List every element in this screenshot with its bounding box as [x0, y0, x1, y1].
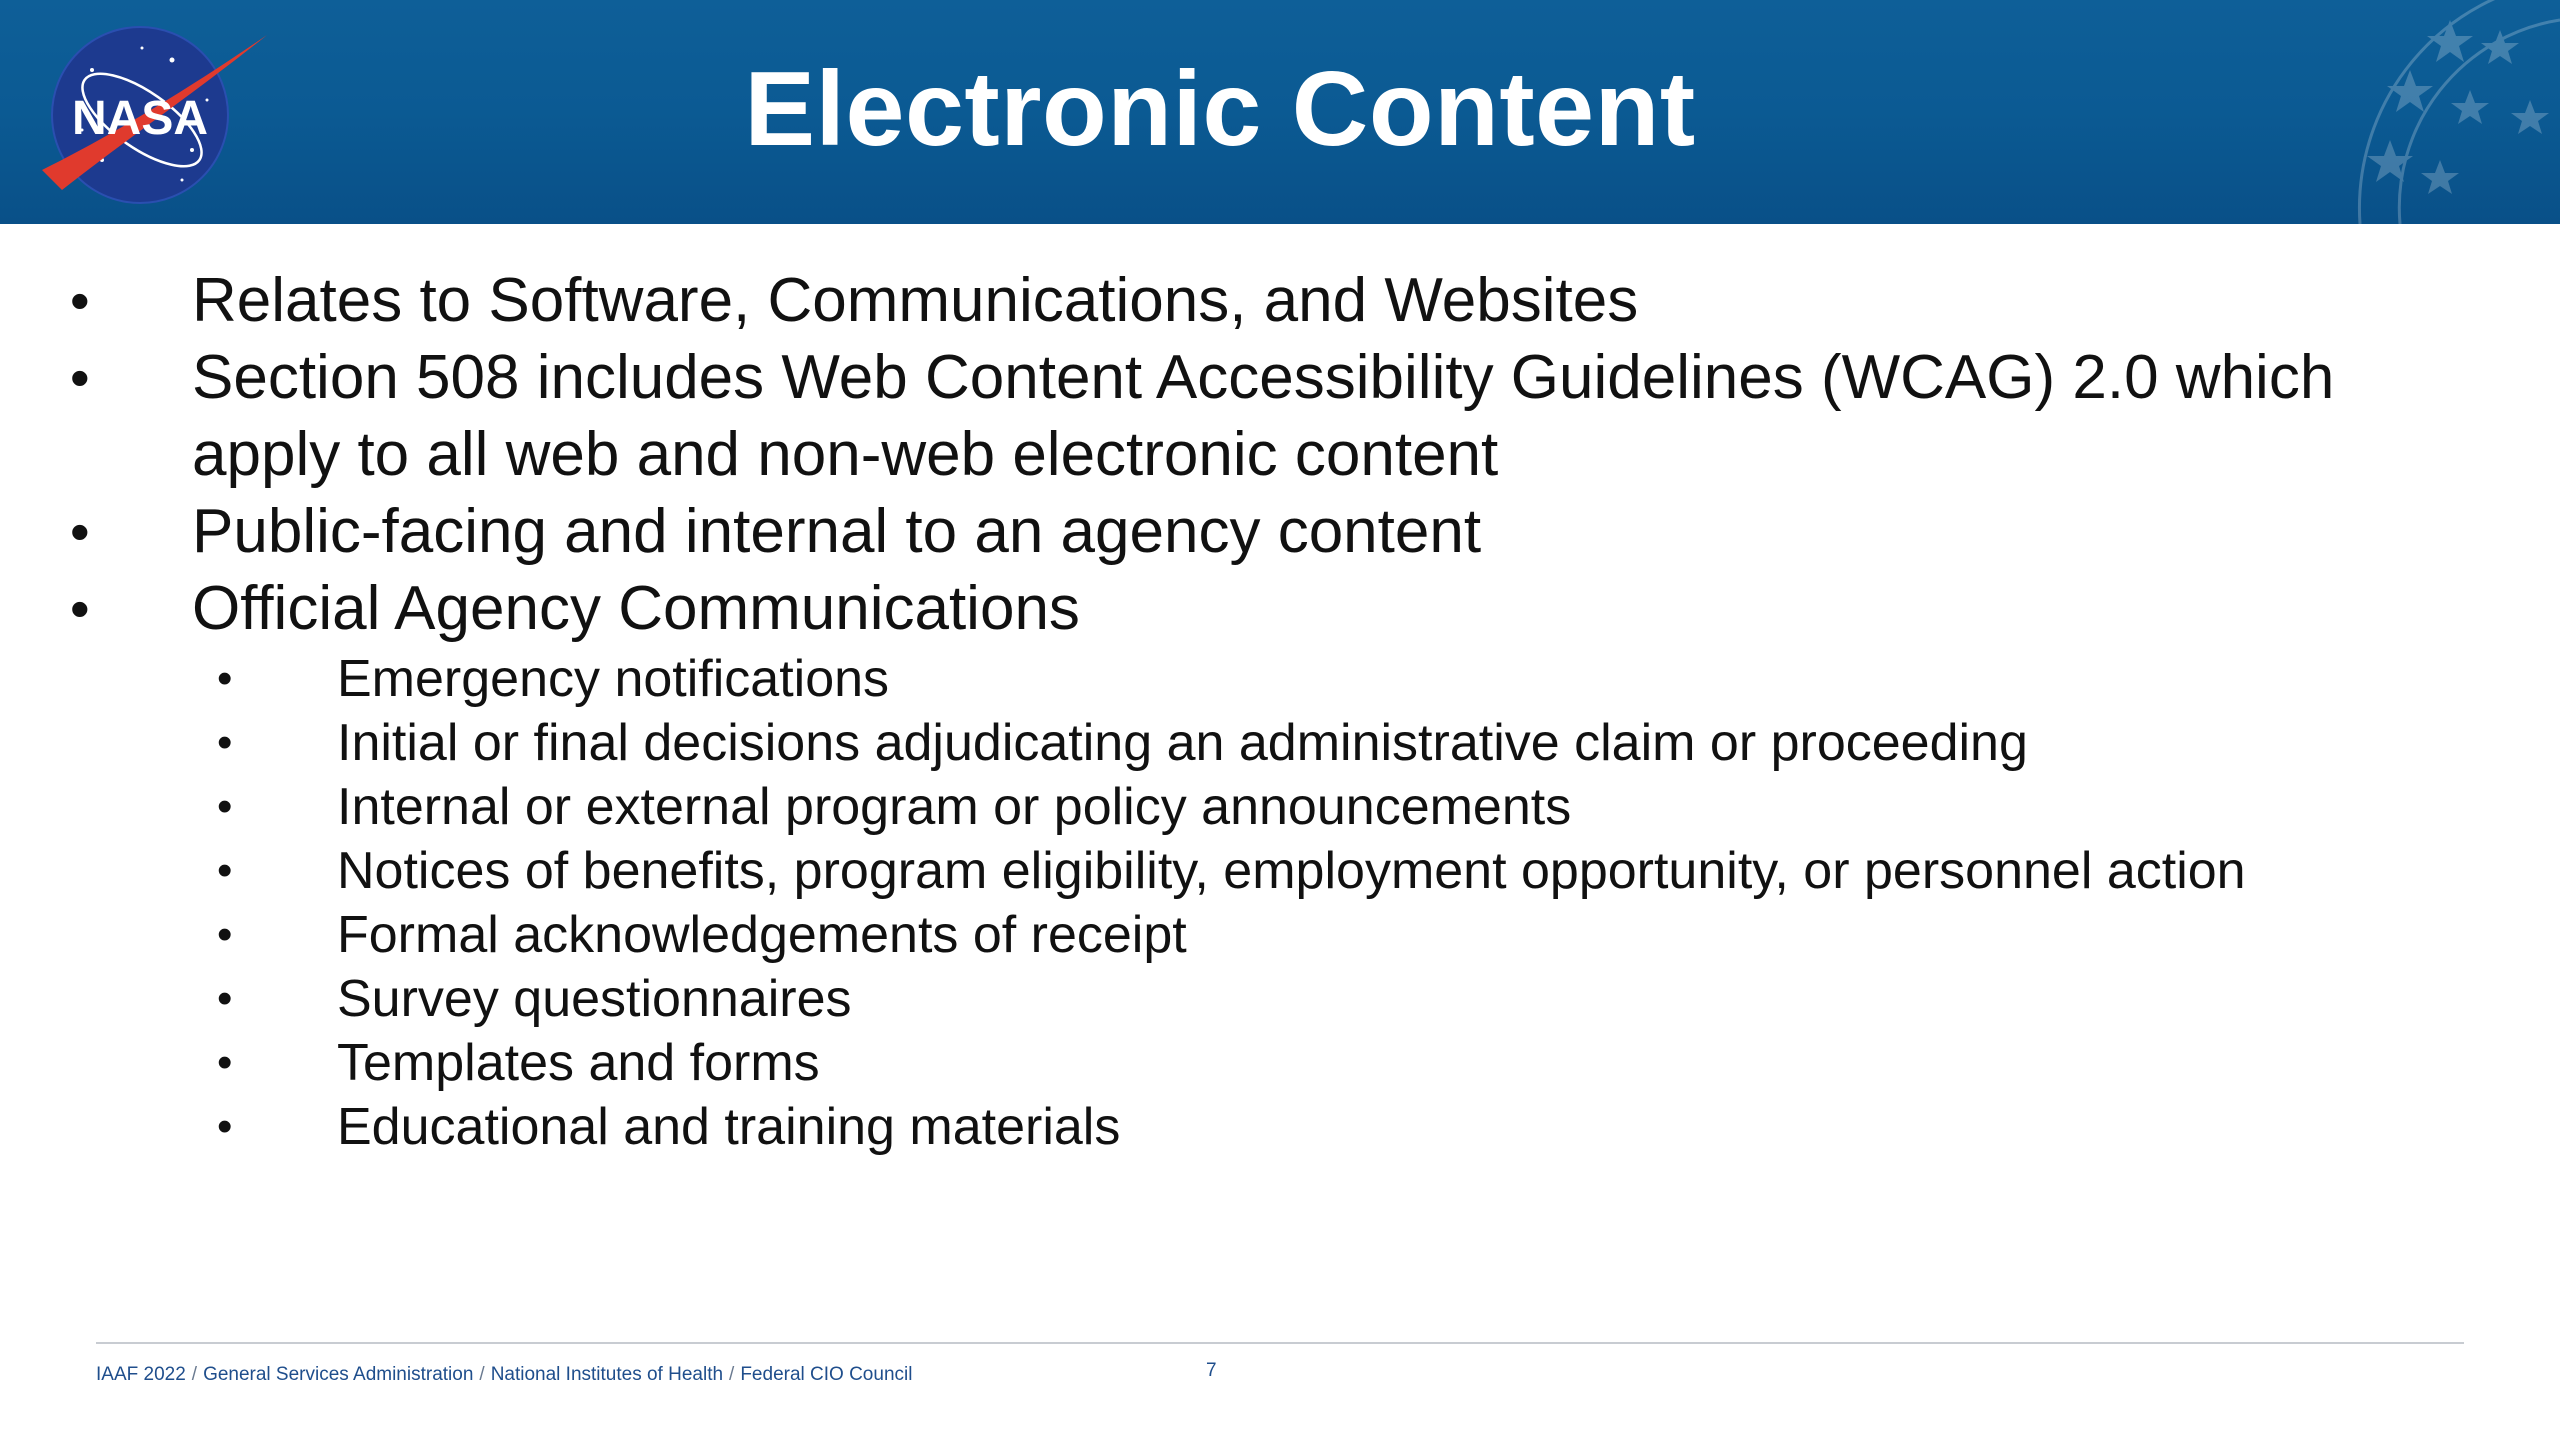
footer-separator: /: [191, 1364, 198, 1385]
footer-part: General Services Administration: [203, 1364, 474, 1385]
bullet-icon: •: [70, 346, 90, 409]
bullet-text: Survey questionnaires: [337, 970, 852, 1028]
page-number: 7: [1206, 1360, 1217, 1381]
bullet-icon: •: [217, 718, 233, 767]
svg-text:NASA: NASA: [71, 92, 209, 145]
bullet-text: Notices of benefits, program eligibility, employment opportunity, or personnel action: [337, 842, 2246, 900]
sub-bullet-item: [0, 839, 2487, 903]
footer-part: IAAF 2022: [96, 1364, 186, 1385]
bullet-icon: •: [217, 782, 233, 831]
bullet-text: Internal or external program or policy announcements: [337, 778, 1572, 836]
bullet-item: [0, 493, 2442, 570]
bullet-icon: •: [70, 500, 90, 563]
bullet-text: Emergency notifications: [337, 650, 890, 708]
header-bar: [0, 0, 2560, 224]
footer-separator: /: [479, 1364, 485, 1385]
sub-bullet-item: [0, 647, 2487, 711]
bullet-text: Initial or final decisions adjudicating an administrative claim or proceeding: [337, 714, 2028, 772]
bullet-icon: •: [217, 654, 233, 703]
sub-bullet-item: [0, 711, 2487, 775]
sub-bullet-item: [0, 967, 2487, 1031]
sub-bullet-item: [0, 1095, 2487, 1159]
bullet-icon: •: [217, 1038, 233, 1087]
bullet-text: Educational and training materials: [337, 1098, 1121, 1156]
bullet-list: [0, 262, 2560, 1159]
footer-credits: [96, 1364, 912, 1386]
bullet-text: Section 508 includes Web Content Accessibility Guidelines (WCAG) 2.0 which apply to all web and non-web electronic content: [192, 343, 2335, 489]
bullet-text: Official Agency Communications: [192, 574, 1080, 643]
sub-bullet-item: [0, 903, 2487, 967]
footer-part: Federal CIO Council: [740, 1364, 913, 1385]
footer-separator: /: [729, 1364, 735, 1385]
sub-bullet-item: [0, 775, 2487, 839]
bullet-item: [0, 339, 2442, 493]
bullet-icon: •: [217, 974, 233, 1023]
bullet-icon: •: [217, 846, 233, 895]
footer-divider: [96, 1342, 2464, 1344]
page-title: Electronic Content: [744, 50, 1696, 168]
bullet-icon: •: [70, 269, 90, 332]
footer-part: National Institutes of Health: [490, 1364, 724, 1385]
bullet-icon: •: [217, 910, 233, 959]
bullet-text: Templates and forms: [337, 1034, 820, 1092]
bullet-item: [0, 570, 2442, 647]
bullet-text: Formal acknowledgements of receipt: [337, 906, 1187, 964]
bullet-icon: •: [70, 577, 90, 640]
bullet-icon: •: [217, 1102, 233, 1151]
bullet-item: [0, 262, 2442, 339]
sub-bullet-item: [0, 1031, 2487, 1095]
bullet-text: Public-facing and internal to an agency content: [192, 497, 1482, 566]
bullet-text: Relates to Software, Communications, and Websites: [192, 266, 1639, 335]
